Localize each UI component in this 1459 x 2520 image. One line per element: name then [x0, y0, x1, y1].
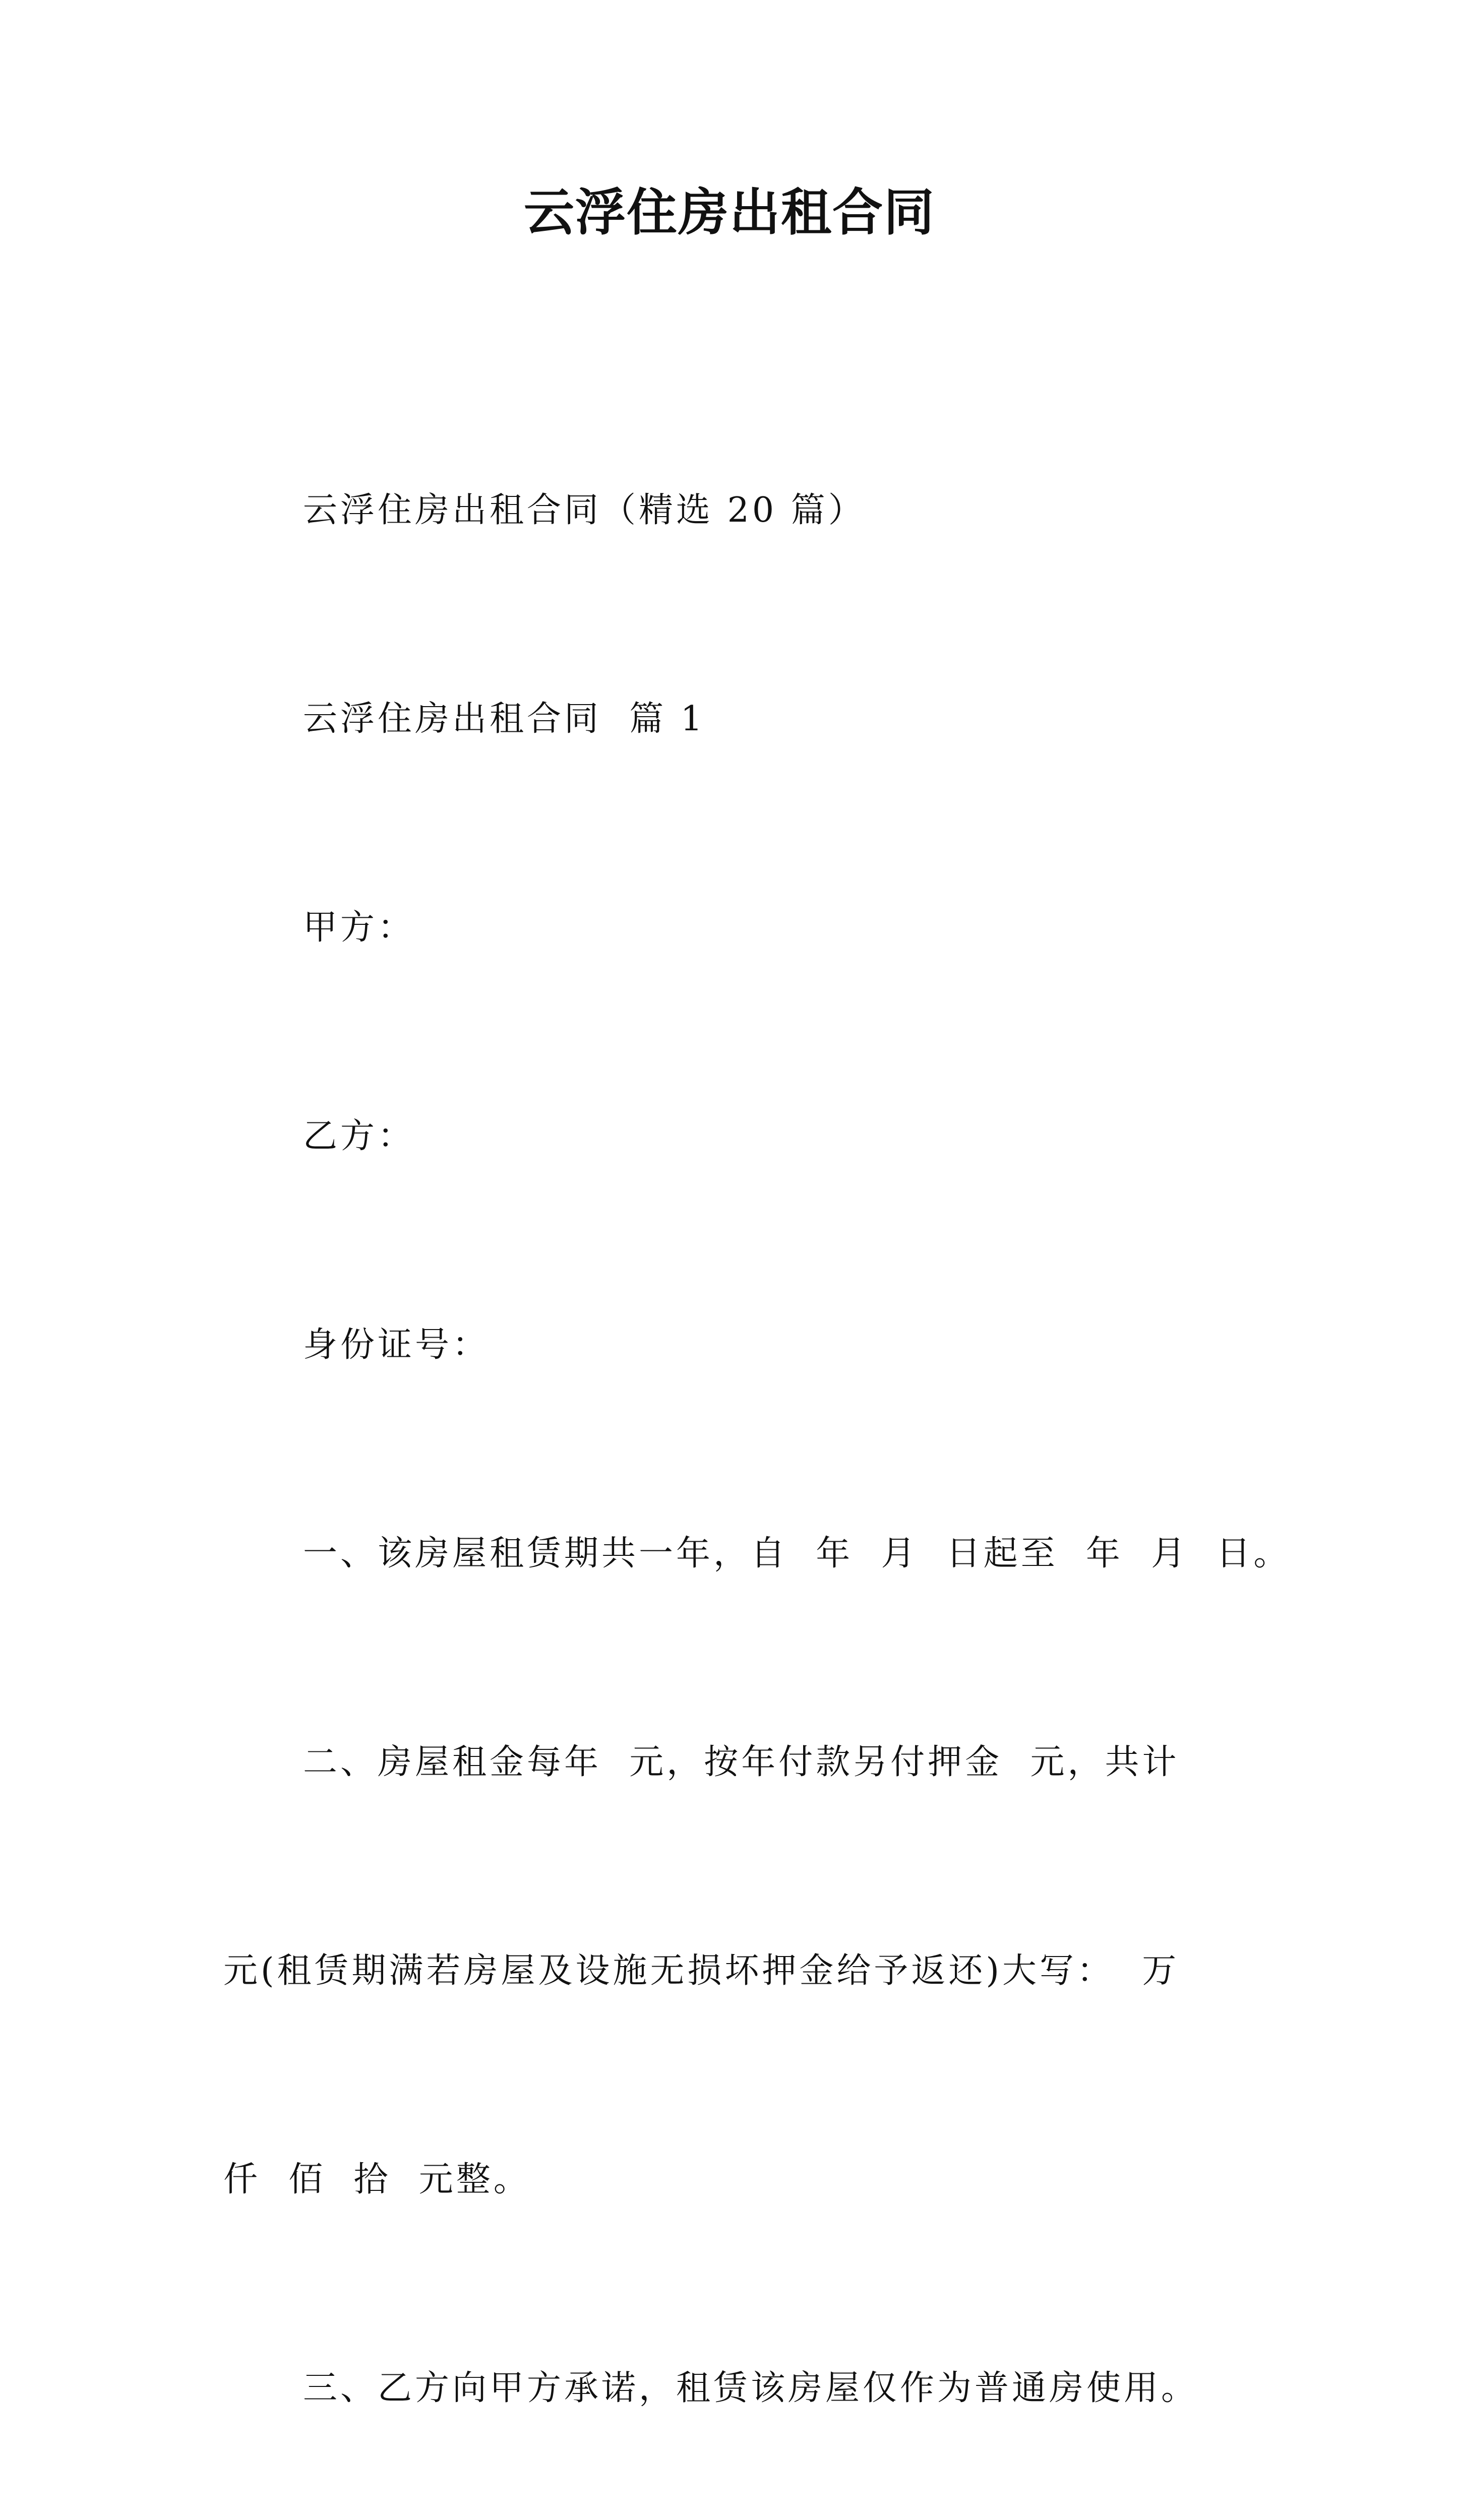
text-line-2: 云浮住房出租合同 篇 1	[303, 699, 706, 739]
text-line-6: 一、该房屋租赁期共一年，自 年 月 日起至 年 月 日。	[303, 1534, 1291, 1573]
document-body	[223, 337, 1291, 2520]
contract-text	[223, 337, 1291, 2520]
text-line-5: 身份证号：	[303, 1325, 490, 1365]
text-line-9: 仟 佰 拾 元整。	[223, 2160, 531, 2199]
text-line-8: 元(租赁期满若房屋及设施无损坏押金给予返还)大写： 万	[223, 1951, 1180, 1991]
text-line-7: 二、房屋租金每年 元，按年付款另付押金 元，共计	[303, 1742, 1180, 1782]
text-line-1: 云浮住房出租合同（精选 20 篇）	[303, 490, 866, 530]
text-line-10: 三、乙方向甲方承诺，租赁该房屋仅作为普通房使用。	[303, 2368, 1199, 2408]
document-title: 云浮住房出租合同	[524, 183, 935, 242]
text-line-3: 甲方：	[303, 908, 415, 948]
text-line-4: 乙方：	[303, 1116, 415, 1156]
